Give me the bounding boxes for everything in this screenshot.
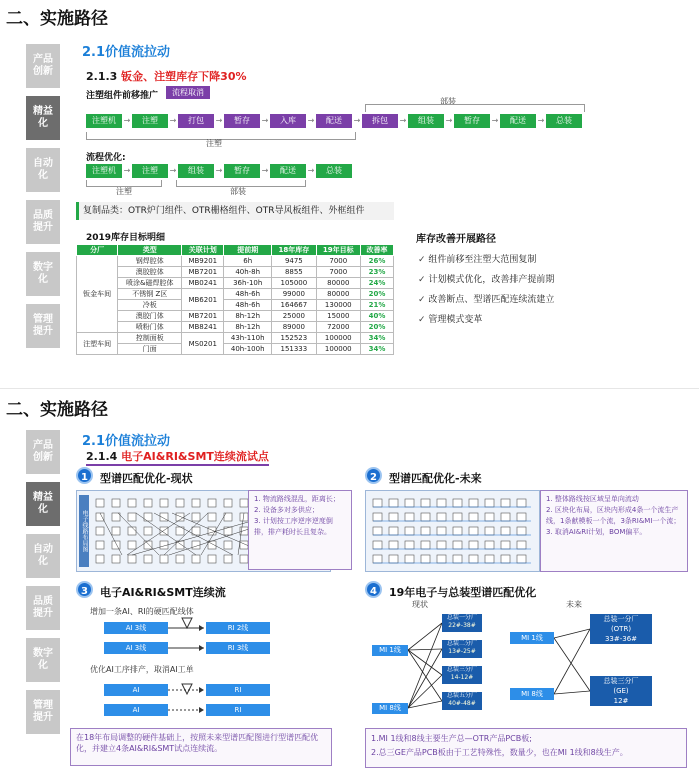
machine-cell (128, 499, 136, 507)
c4-now-mi1: MI 1线 (372, 645, 408, 656)
check-icon: ✓ (418, 315, 429, 325)
machine-cell (389, 541, 398, 549)
table-row (77, 289, 394, 300)
bottom-sidebar-item-3[interactable]: 自动化 (26, 534, 60, 578)
flow1-step-6: 配送 (316, 114, 352, 128)
machine-cell (160, 555, 168, 563)
table-cell: 151333 (272, 344, 316, 355)
flow1-step-7: 拆包 (362, 114, 398, 128)
card3-connectors-2 (168, 680, 206, 722)
path-item-1: ✓ 组件前移至注塑大范围复制 (418, 255, 537, 265)
bottom-sidebar-item-2[interactable]: 精益化 (26, 482, 60, 526)
c4-future-link (554, 629, 590, 638)
table-cell: MB7201 (182, 311, 224, 322)
table-cell: MS0201 (182, 333, 224, 355)
card3-sub1: 增加一条AI、RI的硬匹配线体 (90, 607, 194, 616)
machine-cell (517, 555, 526, 563)
machine-cell (112, 513, 120, 521)
path-item-4: ✓ 管理模式变革 (418, 315, 483, 325)
machine-cell (437, 541, 446, 549)
c4-future-link (554, 638, 590, 691)
machine-cell (469, 513, 478, 521)
flow1-arrow-7: → (399, 116, 407, 125)
path-title: 库存改善开展路径 (416, 234, 496, 245)
flow2-step-2: 注塑 (132, 164, 168, 178)
card1-note-1: 1. 物流路线混乱，距离长； (254, 495, 340, 503)
flow2-step-4: 暂存 (224, 164, 260, 178)
machine-cell (128, 527, 136, 535)
table-cell: 冷板 (118, 300, 182, 311)
table-cell: 24% (360, 278, 393, 289)
ri2-line: RI 2线 (206, 622, 270, 634)
machine-cell (501, 499, 510, 507)
table-cell: 澳胶门体 (118, 311, 182, 322)
card4-notes (365, 728, 687, 768)
card2-future-layout (365, 490, 540, 572)
machine-cell (144, 555, 152, 563)
flow1-step-9: 暂存 (454, 114, 490, 128)
flow2-step-3: 组装 (178, 164, 214, 178)
flow2-arrow-2: → (169, 166, 177, 175)
machine-cell (453, 513, 462, 521)
subsection-title-bottom: 2.1.4 电子AI&RI&SMT连续流试点 (86, 448, 269, 466)
flow1-step-3: 打包 (178, 114, 214, 128)
machine-cell (437, 527, 446, 535)
card3-number: 3 (76, 581, 93, 598)
machine-cell (421, 541, 430, 549)
table-cell: 164667 (272, 300, 316, 311)
flow2-below2: 部装 (230, 187, 246, 196)
table-cell: 钢焊腔体 (118, 256, 182, 267)
machine-cell (224, 555, 232, 563)
c4-future-mi8: MI 8线 (510, 688, 554, 700)
c4-now-mi8: MI 8线 (372, 703, 408, 714)
table-header-6: 19年目标 (316, 245, 360, 256)
table-cell: 控制面板 (118, 333, 182, 344)
table-cell: 8855 (272, 267, 316, 278)
machine-cell (501, 527, 510, 535)
table-cell-factory: 钣金车间 (77, 256, 118, 333)
machine-cell (389, 527, 398, 535)
table-header-1: 分厂 (77, 245, 118, 256)
machine-cell (96, 499, 104, 507)
top-sidebar-item-4[interactable]: 品质提升 (26, 200, 60, 244)
flow2-step-1: 注塑机 (86, 164, 122, 178)
promo-tag: 流程取消 (166, 86, 210, 99)
machine-cell (96, 513, 104, 521)
top-sidebar-item-3[interactable]: 自动化 (26, 148, 60, 192)
machine-cell (373, 541, 382, 549)
machine-cell (389, 555, 398, 563)
table-title: 2019库存目标明细 (86, 233, 166, 243)
machine-cell (373, 499, 382, 507)
machine-cell (192, 541, 200, 549)
card3-sub2: 优化AI工序排产，取消AI工单 (90, 665, 194, 674)
table-header-5: 18年库存 (272, 245, 316, 256)
table-header-7: 改善率 (360, 245, 393, 256)
machine-cell (405, 499, 414, 507)
table-row (77, 344, 394, 355)
machine-cell (224, 499, 232, 507)
flow2-arrow-3: → (215, 166, 223, 175)
machine-cell (453, 499, 462, 507)
table-row (77, 278, 394, 289)
flow2-arrow-5: → (307, 166, 315, 175)
table-cell: MB9201 (182, 256, 224, 267)
table-row (77, 311, 394, 322)
card2-layout-diagram (367, 493, 539, 571)
table-header-3: 关联计划 (182, 245, 224, 256)
c4-now-target-1: 总装一分厂 22#-38# (442, 614, 482, 632)
machine-cell (501, 541, 510, 549)
table-row (77, 267, 394, 278)
machine-cell (421, 499, 430, 507)
machine-cell (224, 541, 232, 549)
machine-cell (144, 527, 152, 535)
c4-now-target-4: 总装五分厂 40#-48# (442, 692, 482, 710)
machine-cell (160, 499, 168, 507)
table-cell: 20% (360, 289, 393, 300)
flow1-above-bracket (365, 104, 585, 112)
flow1-arrow-4: → (261, 116, 269, 125)
card2-notes (540, 490, 688, 572)
table-cell: 不锈钢 Z区 (118, 289, 182, 300)
machine-cell (128, 555, 136, 563)
card4-now-label: 现状 (412, 600, 428, 609)
table-cell: 21% (360, 300, 393, 311)
machine-cell (469, 555, 478, 563)
c4-now-link (408, 701, 442, 708)
ri-line-b: RI (206, 704, 270, 716)
table-cell: 72000 (316, 322, 360, 333)
subsection-title-top: 2.1.3 钣金、注塑库存下降30% (86, 70, 247, 83)
flow1-step-2: 注塑 (132, 114, 168, 128)
table-cell: 门面 (118, 344, 182, 355)
card1-notes (248, 490, 352, 570)
machine-cell (453, 541, 462, 549)
ai3-line-a: AI 3线 (104, 622, 168, 634)
card2-title: 型谱匹配优化-未来 (389, 472, 482, 485)
table-cell: 23% (360, 267, 393, 278)
table-cell: 48h-6h (224, 300, 272, 311)
table-cell: MB6201 (182, 289, 224, 311)
machine-cell (192, 499, 200, 507)
machine-cell (144, 499, 152, 507)
machine-cell (517, 499, 526, 507)
machine-cell (96, 541, 104, 549)
flow1-arrow-10: → (537, 116, 545, 125)
card1-title: 型谱匹配优化-现状 (100, 472, 193, 485)
machine-cell (437, 555, 446, 563)
bottom-sidebar-item-4[interactable]: 品质提升 (26, 586, 60, 630)
ai3-line-b: AI 3线 (104, 642, 168, 654)
machine-cell (421, 527, 430, 535)
table-cell: 152523 (272, 333, 316, 344)
ri-line-a: RI (206, 684, 270, 696)
table-header-4: 提前期 (224, 245, 272, 256)
top-sidebar-item-2[interactable]: 精益化 (26, 96, 60, 140)
card1-number: 1 (76, 467, 93, 484)
table-header-2: 类型 (118, 245, 182, 256)
flow2-arrow-1: → (123, 166, 131, 175)
c4-now-link (408, 649, 442, 650)
table-cell: 100000 (316, 333, 360, 344)
machine-cell (373, 527, 382, 535)
bottom-sidebar-item-5[interactable]: 数字化 (26, 638, 60, 682)
flow2-step-6: 总装 (316, 164, 352, 178)
machine-cell (437, 513, 446, 521)
promo-label: 注塑组件前移推广 (86, 91, 159, 101)
card4-title: 19年电子与总装型谱匹配优化 (389, 586, 537, 599)
machine-cell (240, 555, 248, 563)
table-cell: 130000 (316, 300, 360, 311)
machine-cell (373, 513, 382, 521)
machine-cell (485, 555, 494, 563)
flow1-arrow-2: → (169, 116, 177, 125)
machine-cell (192, 513, 200, 521)
machine-cell (405, 555, 414, 563)
table-cell: 喷涂&磁焊腔体 (118, 278, 182, 289)
flow2-below1: 注塑 (116, 187, 132, 196)
table-row (77, 322, 394, 333)
top-sidebar-item-5[interactable]: 数字化 (26, 252, 60, 296)
flow1-step-5: 入库 (270, 114, 306, 128)
machine-cell (96, 527, 104, 535)
c4-future-target-1: 总装一分厂 (OTR) 33#-36# (590, 614, 652, 644)
table-row (77, 256, 394, 267)
ai-line-a: AI (104, 684, 168, 696)
machine-cell (501, 513, 510, 521)
path-item-2: ✓ 计划模式优化，改善排产提前期 (418, 275, 555, 285)
flow2-step-5: 配送 (270, 164, 306, 178)
machine-cell (469, 499, 478, 507)
table-cell: 25000 (272, 311, 316, 322)
table-row (77, 300, 394, 311)
check-icon: ✓ (418, 255, 429, 265)
machine-cell (128, 513, 136, 521)
table-cell: 34% (360, 344, 393, 355)
table-cell: 喷粉门体 (118, 322, 182, 333)
flow2-arrow-4: → (261, 166, 269, 175)
card2-note-1: 1. 整体路线按区域呈单向流动 (546, 495, 639, 503)
table-row (77, 333, 394, 344)
machine-cell (453, 527, 462, 535)
machine-cell (208, 513, 216, 521)
machine-cell (112, 555, 120, 563)
machine-cell (485, 499, 494, 507)
machine-cell (389, 499, 398, 507)
ri3-line: RI 3线 (206, 642, 270, 654)
table-cell: 40% (360, 311, 393, 322)
page-heading-bottom: 二、实施路径 (6, 400, 108, 420)
machine-cell (517, 527, 526, 535)
section-title-top: 2.1价值流拉动 (82, 45, 171, 60)
table-cell: 9475 (272, 256, 316, 267)
machine-cell (485, 541, 494, 549)
card4-future-label: 未来 (566, 600, 582, 609)
machine-cell (208, 527, 216, 535)
flow1-arrow-9: → (491, 116, 499, 125)
table-cell: 100000 (316, 344, 360, 355)
machine-cell (517, 541, 526, 549)
check-icon: ✓ (418, 295, 429, 305)
machine-cell (176, 555, 184, 563)
table-cell: 8h-12h (224, 311, 272, 322)
table-cell: 34% (360, 333, 393, 344)
machine-cell (485, 513, 494, 521)
table-cell: 40h-8h (224, 267, 272, 278)
card4-note-1: 1.MI 1线和8线主要生产总—OTR产品PCB板; (371, 734, 532, 743)
machine-cell (208, 499, 216, 507)
card3-connectors-1 (168, 616, 206, 658)
card3-title: 电子AI&RI&SMT连续流 (100, 586, 226, 599)
top-sidebar-item-1[interactable]: 产品创新 (26, 44, 60, 88)
flow1-arrow-8: → (445, 116, 453, 125)
flow1-step-10: 配送 (500, 114, 536, 128)
table-cell: MB0241 (182, 278, 224, 289)
card1-note-2: 2. 设备多对多供应； (254, 506, 319, 514)
flow1-step-1: 注塑机 (86, 114, 122, 128)
machine-cell (485, 527, 494, 535)
table-cell: 36h-10h (224, 278, 272, 289)
section-title-bottom: 2.1价值流拉动 (82, 434, 171, 449)
machine-cell (437, 499, 446, 507)
table-cell: 20% (360, 322, 393, 333)
machine-cell (112, 541, 120, 549)
machine-cell (112, 527, 120, 535)
table-cell: 80000 (316, 289, 360, 300)
machine-cell (144, 541, 152, 549)
top-sidebar-item-6[interactable]: 管理提升 (26, 304, 60, 348)
c4-now-target-3: 总装三分厂 14-12# (442, 666, 482, 684)
inventory-table (76, 244, 394, 355)
table-cell: 澳胶腔体 (118, 267, 182, 278)
table-cell: MB7201 (182, 267, 224, 278)
opt-label: 流程优化: (86, 153, 126, 163)
machine-cell (517, 513, 526, 521)
bottom-sidebar-item-1[interactable]: 产品创新 (26, 430, 60, 474)
flow1-step-8: 组装 (408, 114, 444, 128)
machine-cell (224, 527, 232, 535)
flow1-arrow-1: → (123, 116, 131, 125)
card2-number: 2 (365, 467, 382, 484)
card1-note-3: 3. 计划按工序逆序逆度倒排，排产耗时长且复杂。 (254, 517, 333, 536)
table-cell: 7000 (316, 256, 360, 267)
flow-link (118, 513, 159, 555)
check-icon: ✓ (418, 275, 429, 285)
ai-line-b: AI (104, 704, 168, 716)
flow1-above-label: 部装 (440, 97, 456, 106)
c4-future-link (554, 691, 590, 694)
c4-future-link (554, 629, 590, 694)
card3-note: 在18年布局调整的硬件基础上，按照未来型谱匹配图进行型谱匹配优化，并建立4条AI&RI&SMT试点连续流。 (70, 728, 332, 766)
table-cell: 89000 (272, 322, 316, 333)
card4-number: 4 (365, 581, 382, 598)
machine-cell (192, 555, 200, 563)
table-cell: MB8241 (182, 322, 224, 333)
machine-cell (405, 527, 414, 535)
page-heading-top: 二、实施路径 (6, 9, 108, 29)
table-cell: 8h-12h (224, 322, 272, 333)
c4-now-link (408, 650, 442, 675)
c4-now-link (408, 623, 442, 708)
card1-side-label: 电子线路布局图 (79, 495, 89, 567)
machine-cell (421, 555, 430, 563)
flow1-step-11: 总装 (546, 114, 582, 128)
flow1-arrow-5: → (307, 116, 315, 125)
path-item-3: ✓ 改善断点、型谱匹配连续流建立 (418, 295, 555, 305)
c4-now-link (408, 675, 442, 708)
flow1-below-label: 注塑 (206, 139, 222, 148)
table-cell: 6h (224, 256, 272, 267)
machine-cell (421, 513, 430, 521)
machine-cell (176, 499, 184, 507)
c4-future-mi1: MI 1线 (510, 632, 554, 644)
divider (0, 388, 699, 389)
table-cell: 105000 (272, 278, 316, 289)
machine-cell (144, 513, 152, 521)
machine-cell (405, 513, 414, 521)
flow1-step-4: 暂存 (224, 114, 260, 128)
table-cell: 7000 (316, 267, 360, 278)
machine-cell (501, 555, 510, 563)
bottom-sidebar-item-6[interactable]: 管理提升 (26, 690, 60, 734)
machine-cell (389, 513, 398, 521)
flow1-arrow-3: → (215, 116, 223, 125)
machine-cell (373, 555, 382, 563)
table-cell-factory: 注塑车间 (77, 333, 118, 355)
table-cell: 26% (360, 256, 393, 267)
flow1-arrow-6: → (353, 116, 361, 125)
machine-cell (208, 555, 216, 563)
table-cell: 15000 (316, 311, 360, 322)
copy-categories: 复制品类：OTR炉门组件、OTR栅格组件、OTR导风板组件、外框组件 (76, 202, 394, 220)
c4-future-target-2: 总装三分厂 (GE) 12# (590, 676, 652, 706)
table-cell: 48h-6h (224, 289, 272, 300)
card2-note-3: 3. 取消AI&RI计划，BOM偏平。 (546, 528, 647, 536)
table-cell: 80000 (316, 278, 360, 289)
machine-cell (405, 541, 414, 549)
card4-note-2: 2.总三GE产品PCB板由于工艺特殊性，数量少，也在MI 1线和8线生产。 (371, 748, 628, 757)
machine-cell (453, 555, 462, 563)
machine-cell (112, 499, 120, 507)
machine-cell (128, 541, 136, 549)
c4-now-target-2: 总装二分厂 13#-25# (442, 640, 482, 658)
machine-cell (240, 499, 248, 507)
machine-cell (469, 541, 478, 549)
table-cell: 43h-110h (224, 333, 272, 344)
table-cell: 99000 (272, 289, 316, 300)
flow-link (164, 513, 208, 555)
machine-cell (96, 555, 104, 563)
machine-cell (469, 527, 478, 535)
table-cell: 40h-100h (224, 344, 272, 355)
card2-note-2: 2. 区块化布局，区块内形成4条一个流生产线，1条献模板一个流，3条RI&MI一个流； (546, 506, 681, 525)
